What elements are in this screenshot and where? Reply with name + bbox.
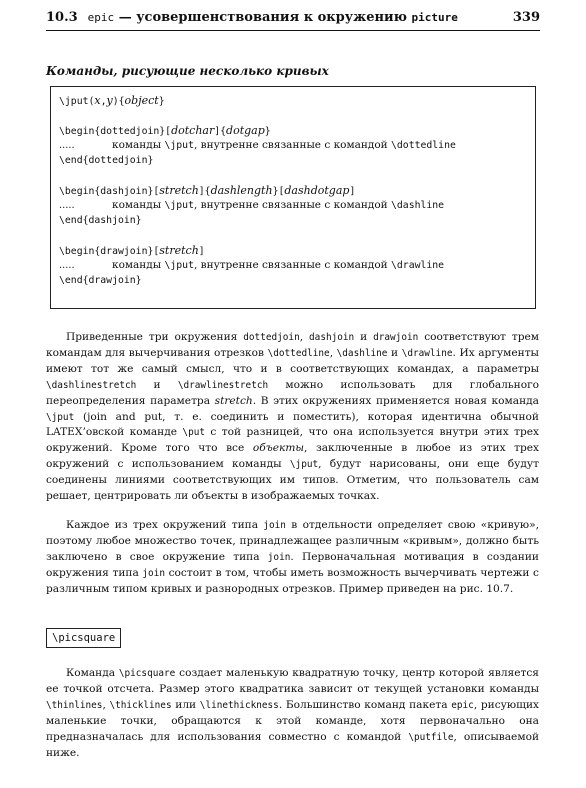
arg-dashlength: dashlength <box>210 184 273 197</box>
syntax-line-jput <box>59 93 527 108</box>
text: Приведенные три окружения <box>66 331 244 343</box>
text: и <box>387 346 402 359</box>
syntax-line-draw-begin <box>59 243 527 258</box>
text: , <box>329 346 337 359</box>
code-text: }[ <box>272 186 285 197</box>
text: или <box>171 698 200 711</box>
code-text: ]{ <box>198 186 211 197</box>
text: соответствуют трем командам для вычерчивания отрезков <box>46 331 539 359</box>
text: и <box>354 331 374 343</box>
text: создает маленькую квадратную точку, центр которой является ее точкой отсчета. Размер этого квадратика зависит от текущей установки команды <box>46 667 539 695</box>
code: join <box>142 567 165 579</box>
running-title <box>46 6 458 30</box>
blank-line <box>59 108 527 123</box>
syntax-line-dash-begin <box>59 183 527 198</box>
paragraph-picsquare <box>46 666 539 761</box>
header-environment-name: picture <box>411 11 458 24</box>
arg-dashdotgap: dashdotgap <box>284 184 350 197</box>
text: с той разницей, что она используется внутри этих трех окружений. Кроме того что все <box>46 426 539 455</box>
command-box-picsquare: \picsquare <box>46 628 121 648</box>
section-number: 10.3 <box>46 10 78 25</box>
code: dottedjoin <box>243 332 300 343</box>
code: \jput <box>289 459 319 471</box>
code: \put <box>182 427 205 439</box>
code-text: \dottedline <box>391 140 456 151</box>
arg-stretch: stretch <box>159 184 199 197</box>
arg-x: x <box>94 94 101 107</box>
text: , описываемой ниже. <box>46 730 540 759</box>
code-text: \jput( <box>59 96 95 107</box>
body-text: , внутренне связанные с командой <box>193 139 391 151</box>
text: можно использовать для глобального переопределения параметра <box>46 378 539 407</box>
arg-dotchar: dotchar <box>171 124 215 137</box>
code: \thicklines <box>109 699 172 711</box>
syntax-line-draw-body <box>59 258 527 273</box>
text: , заключенные в любое из этих трех окружений с использованием команды <box>46 442 539 471</box>
subheading: Команды, рисующие несколько кривых <box>46 64 329 78</box>
arg-object: object <box>124 94 159 107</box>
code: \dashlinestretch <box>46 379 137 391</box>
code-text: ] <box>349 186 356 197</box>
code: \jput <box>46 411 75 423</box>
code: \picsquare <box>118 668 176 679</box>
text: (join and put, т. е. соединить и поместить), которая идентична обычной LATEX’овской команде <box>46 410 539 439</box>
text: . Их аргументы имеют тот же самый смысл, что и в соответствующих командах, а параметры <box>46 346 539 375</box>
code-text: ]{ <box>214 126 227 137</box>
code: \dashline <box>336 347 388 359</box>
body-text: команды <box>112 259 165 271</box>
blank-line <box>59 168 527 183</box>
text: , <box>102 698 110 711</box>
paragraph-environments <box>46 330 539 505</box>
ellipsis: ..... <box>59 260 75 271</box>
code-text: } <box>264 126 271 137</box>
emphasis: stretch <box>214 394 253 407</box>
arg-stretch: stretch <box>159 244 199 257</box>
code: \drawlinestretch <box>177 379 269 391</box>
code: join <box>267 551 291 563</box>
code-text: \jput <box>164 200 194 211</box>
ellipsis: ..... <box>59 200 75 211</box>
arg-dotgap: dotgap <box>226 124 265 137</box>
text: , будут нарисованы, они еще будут соединены линиями соответствующих им типов. Отметим, что пользователь сам решает, центрировать ли объекты в изображаемых точках. <box>46 458 540 503</box>
code-text: ] <box>198 246 205 257</box>
code: dashjoin <box>309 332 355 343</box>
code: \drawline <box>401 347 453 359</box>
syntax-box <box>50 86 536 309</box>
code: join <box>263 520 286 531</box>
text: состоит в том, чтобы иметь возможность вычерчивать чертежи с различным типом кривых и разнородных отрезков. Пример приведен на рис. 10.7. <box>46 566 539 595</box>
syntax-line-dash-end: \end{dashjoin} <box>59 215 142 226</box>
header-package-name: epic <box>87 11 115 24</box>
code: \thinlines <box>46 699 103 711</box>
body-text: , внутренне связанные с командой <box>193 259 391 271</box>
text: , рисующих маленькие точки, обращаются к этой команде, хотя первоначально она предназначалась для использования совместно с командой <box>46 698 539 743</box>
code: \putfile <box>408 731 454 743</box>
blank-line <box>59 228 527 243</box>
emphasis: объекты <box>252 442 305 455</box>
body-text: команды <box>112 139 165 151</box>
code-text: \jput <box>164 140 194 151</box>
page-number: 339 <box>512 10 540 25</box>
text: Команда <box>66 667 119 679</box>
paragraph-join-motivation <box>46 518 539 598</box>
text: . Первоначальная мотивация в создании окружения типа <box>46 550 539 579</box>
code-text: \dashline <box>391 200 445 211</box>
code: drawjoin <box>373 332 419 343</box>
syntax-line-dotted-end: \end{dottedjoin} <box>59 155 154 166</box>
running-header <box>46 6 540 31</box>
syntax-line-dotted-body <box>59 138 527 153</box>
code-text: \begin{dashjoin}[ <box>59 186 160 197</box>
body-text: , внутренне связанные с командой <box>193 199 391 211</box>
body-text: команды <box>112 199 165 211</box>
text: в отдельности определяет свою «кривую», поэтому любое множество точек, принадлежащее различным «кривым», должно быть заключено в свое окружение типа <box>46 519 539 563</box>
arg-y: y <box>106 94 113 107</box>
syntax-line-dash-body <box>59 198 527 213</box>
code-text: \jput <box>164 260 194 271</box>
header-title-text: — усовершенствования к окружению <box>114 10 412 25</box>
code: \linethickness <box>199 699 279 711</box>
code: epic <box>451 699 474 711</box>
syntax-line-draw-end: \end{drawjoin} <box>59 275 142 286</box>
ellipsis: ..... <box>59 140 75 151</box>
code-text: \begin{dottedjoin}[ <box>59 126 172 137</box>
text: . Большинство команд пакета <box>278 698 452 711</box>
code: \dottedline <box>267 347 330 359</box>
syntax-line-dotted-begin <box>59 123 527 138</box>
code-text: \begin{drawjoin}[ <box>59 246 160 257</box>
code-text: , <box>100 96 107 107</box>
text: и <box>136 378 178 391</box>
text: Каждое из трех окружений типа <box>66 519 264 531</box>
text: , <box>299 331 310 343</box>
code-text: } <box>158 96 165 107</box>
text: . В этих окружениях применяется новая команда <box>252 394 539 407</box>
code-text: ){ <box>112 96 125 107</box>
code-text: \drawline <box>391 260 445 271</box>
